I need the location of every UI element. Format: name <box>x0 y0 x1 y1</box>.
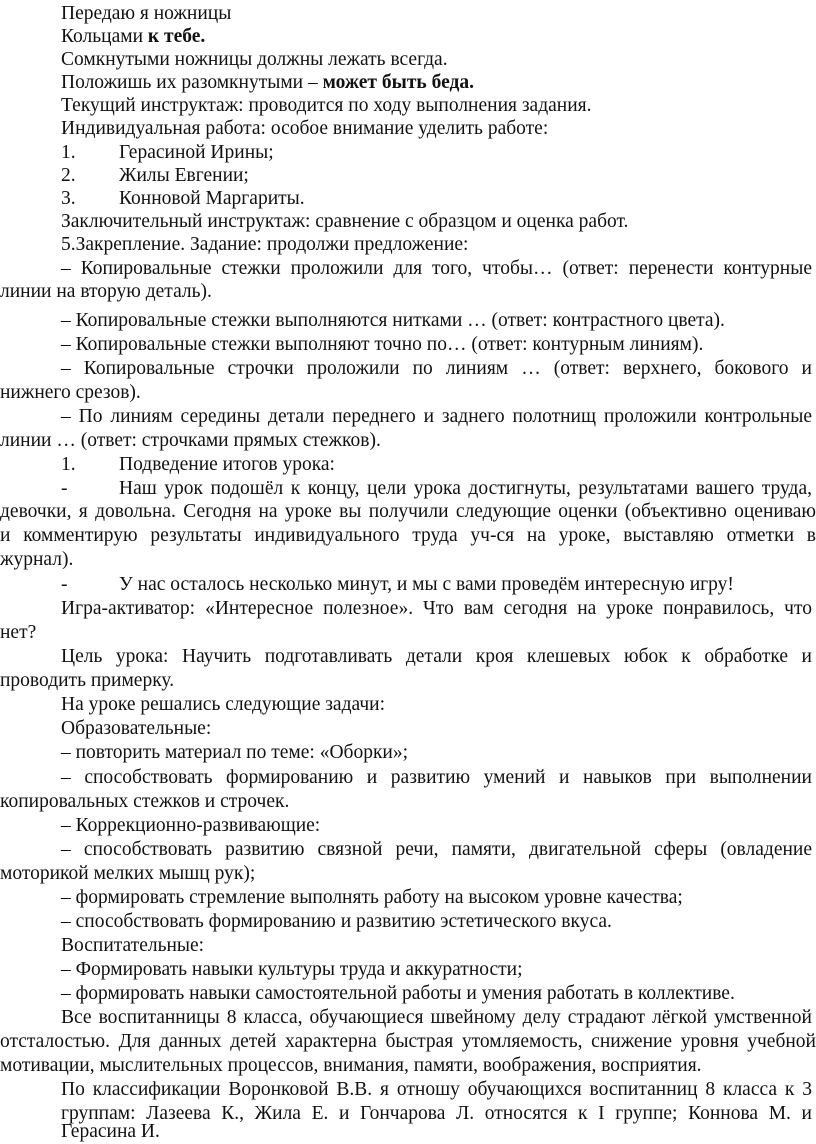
list-item <box>0 573 816 597</box>
text: На уроке решались следующие задачи: <box>61 694 386 715</box>
paragraph-line <box>0 94 816 118</box>
text: Воспитательные: <box>61 935 205 956</box>
list-item: – способствовать формированию и развитию умений и навыков при выполнении <box>61 767 812 788</box>
list-text: У нас осталось несколько минут, и мы с вами проведём интересную игру! <box>119 574 734 595</box>
paragraph-line <box>0 210 816 234</box>
paragraph-line: Цель урока: Научить подготавливать детали кроя клешевых юбок к обработке и <box>61 646 812 667</box>
list-item <box>0 164 816 188</box>
text: 5.Закрепление. Задание: продолжи предложение: <box>61 234 469 255</box>
list-number: 2. <box>61 165 76 186</box>
list-item <box>0 958 816 982</box>
paragraph-line <box>0 790 816 814</box>
list-item <box>0 982 816 1006</box>
text: Герасина И. <box>61 1121 160 1142</box>
text: Текущий инструктаж: проводится по ходу выполнения задания. <box>61 95 592 116</box>
paragraph-line: Игра-активатор: «Интересное полезное». Что вам сегодня на уроке понравилось, что <box>61 598 812 619</box>
paragraph-line <box>0 280 816 304</box>
text: – Копировальные стежки выполняют точно по… (ответ: контурным линиям). <box>61 334 704 355</box>
section-label <box>0 934 816 958</box>
paragraph-line <box>0 621 816 645</box>
paragraph-line: – Копировальные стежки проложили для того, чтобы… (ответ: перенести контурные <box>61 258 812 279</box>
list-text: Герасиной Ирины; <box>119 142 274 163</box>
text: Заключительный инструктаж: сравнение с образцом и оценка работ. <box>61 211 629 232</box>
text: – Формировать навыки культуры труда и аккуратности; <box>61 959 523 980</box>
text: линии … (ответ: строчками прямых стежков). <box>0 430 381 451</box>
paragraph-line <box>0 862 816 886</box>
list-item <box>0 886 816 910</box>
paragraph-line <box>0 429 816 453</box>
poem-line-4 <box>0 71 816 95</box>
text: Кольцами <box>61 26 148 47</box>
list-item <box>0 187 816 211</box>
bold-text: к тебе. <box>147 26 206 47</box>
poem-line-3 <box>0 48 816 72</box>
list-text: Подведение итогов урока: <box>119 454 335 475</box>
text: линии на вторую деталь). <box>0 281 212 302</box>
list-item: – способствовать развитию связной речи, памяти, двигательной сферы (овладение <box>61 839 812 860</box>
paragraph-line <box>0 117 816 141</box>
paragraph-line <box>0 381 816 405</box>
paragraph-line: девочки, я довольна. Сегодня на уроке вы получили следующие оценки (объективно оцениваю <box>0 501 816 522</box>
text: Положишь их разомкнутыми – <box>61 72 323 93</box>
text: – Копировальные стежки выполняются нитками … (ответ: контрастного цвета). <box>61 310 725 331</box>
paragraph-line <box>0 669 816 693</box>
text: нет? <box>0 622 37 643</box>
paragraph-line: и комментирую результаты индивидуального труда уч-ся на уроке, выставляю отметки в <box>0 525 816 546</box>
text: – повторить материал по теме: «Оборки»; <box>61 742 409 763</box>
list-number: 1. <box>61 142 76 163</box>
paragraph-line <box>0 548 816 572</box>
list-text: Жилы Евгении; <box>119 165 249 186</box>
list-item <box>0 141 816 165</box>
text: Сомкнутыми ножницы должны лежать всегда. <box>61 49 448 70</box>
paragraph-line: – Копировальные строчки проложили по линиям … (ответ: верхнего, бокового и <box>61 358 812 379</box>
text: Образовательные: <box>61 718 212 739</box>
text: – способствовать формированию и развитию эстетического вкуса. <box>61 911 612 932</box>
paragraph-line <box>0 309 816 333</box>
list-dash: - <box>61 574 68 595</box>
list-item <box>0 453 816 477</box>
list-item <box>0 910 816 934</box>
list-dash: - <box>61 478 68 499</box>
list-number: 1. <box>61 454 76 475</box>
list-item <box>0 477 816 501</box>
paragraph-line <box>0 1120 816 1144</box>
list-item <box>0 741 816 765</box>
paragraph-line <box>0 693 816 717</box>
bold-text: может быть беда. <box>322 72 474 93</box>
poem-line-2 <box>0 25 816 49</box>
text: Индивидуальная работа: особое внимание уделить работе: <box>61 118 549 139</box>
section-label <box>0 717 816 741</box>
paragraph-line <box>0 233 816 257</box>
section-label <box>0 814 816 838</box>
paragraph-line <box>0 333 816 357</box>
text: мотивации, мыслительных процессов, внимания, памяти, воображения, восприятия. <box>0 1055 702 1076</box>
paragraph-line: По классификации Воронковой В.В. я отношу обучающихся воспитанниц 8 класса к 3 <box>61 1079 812 1100</box>
list-text: Конновой Маргариты. <box>119 188 305 209</box>
paragraph-line: отсталостью. Для данных детей характерна быстрая утомляемость, снижение уровня учебной <box>0 1031 816 1052</box>
text: – формировать стремление выполнять работу на высоком уровне качества; <box>61 887 683 908</box>
paragraph-line <box>0 1054 816 1078</box>
text: нижнего срезов). <box>0 382 141 403</box>
list-number: 3. <box>61 188 76 209</box>
text: Передаю я ножницы <box>61 3 232 24</box>
list-text: Наш урок подошёл к концу, цели урока достигнуты, результатами вашего труда, <box>119 478 812 499</box>
text: копировальных стежков и строчек. <box>0 791 290 812</box>
text: журнал). <box>0 549 74 570</box>
text: проводить примерку. <box>0 670 175 691</box>
text: моторикой мелких мышц рук); <box>0 863 256 884</box>
paragraph-line: Все воспитанницы 8 класса, обучающиеся швейному делу страдают лёгкой умственной <box>61 1007 812 1028</box>
text: – формировать навыки самостоятельной работы и умения работать в коллективе. <box>61 983 735 1004</box>
paragraph-line: – По линиям середины детали переднего и заднего полотнищ проложили контрольные <box>61 406 812 427</box>
paragraph-line: группам: Лазеева К., Жила Е. и Гончарова Л. относятся к I группе; Коннова М. и <box>61 1103 812 1124</box>
text: – Коррекционно-развивающие: <box>61 815 321 836</box>
poem-line-1 <box>0 2 816 26</box>
